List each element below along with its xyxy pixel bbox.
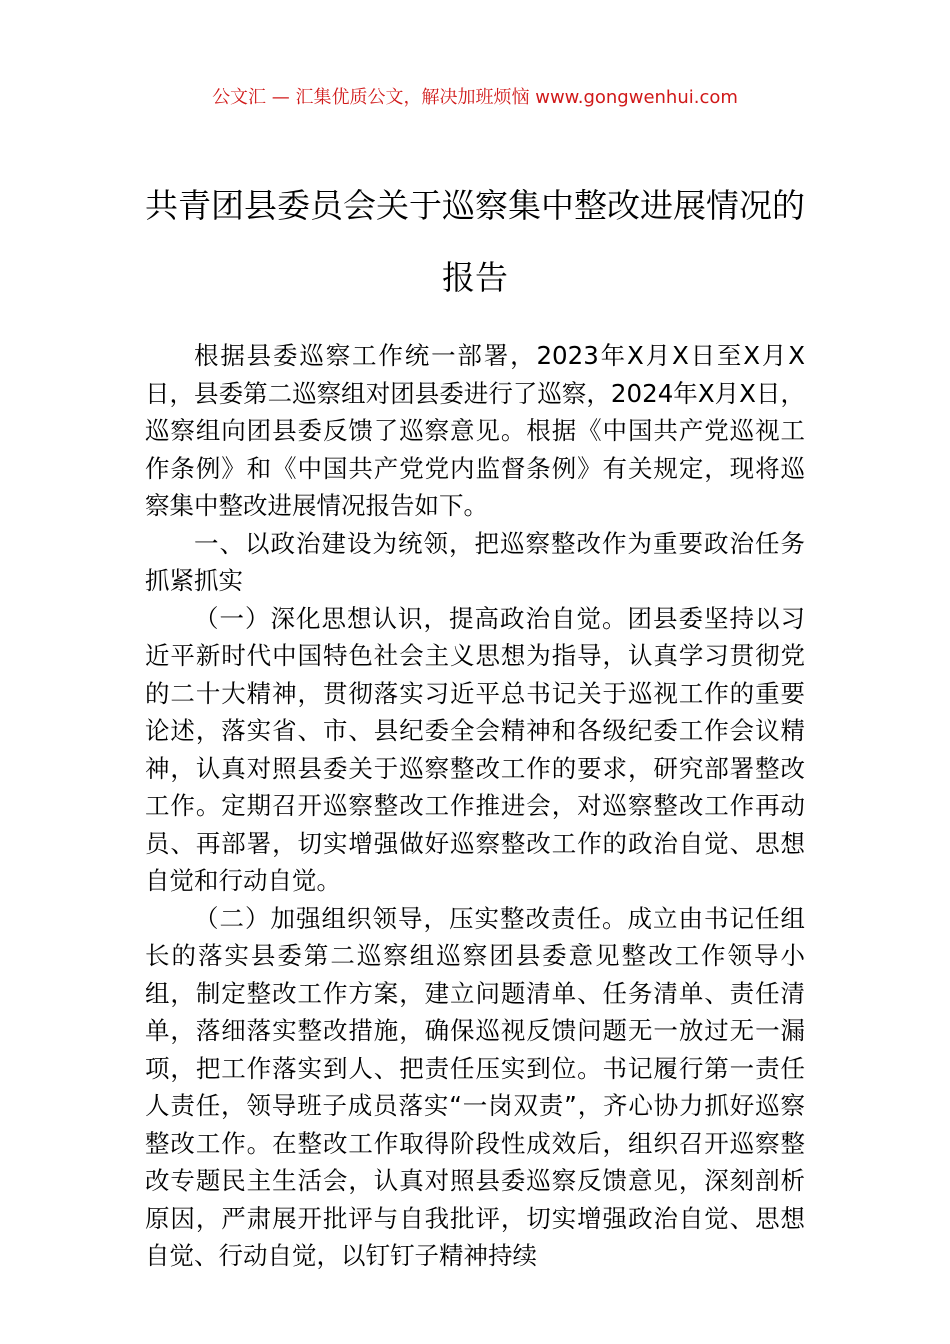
document-body (145, 337, 805, 1275)
paragraph-intro: 根据县委巡察工作统一部署，2023年X月X日至X月X日，县委第二巡察组对团县委进行了巡察，2024年X月X日，巡察组向团县委反馈了巡察意见。根据《中国共产党巡视工作条例》和《中国共产党党内监督条例》有关规定，现将巡察集中整改进展情况报告如下。 (145, 341, 805, 520)
section-heading-1: 一、以政治建设为统领，把巡察整改作为重要政治任务抓紧抓实 (145, 528, 805, 595)
paragraph-subsection-2: （二）加强组织领导，压实整改责任。成立由书记任组长的落实县委第二巡察组巡察团县委意见整改工作领导小组，制定整改工作方案，建立问题清单、任务清单、责任清单，落细落实整改措施，确保巡视反馈问题无一放过无一漏项，把工作落实到人、把责任压实到位。书记履行第一责任人责任，领导班子成员落实“一岗双责”，齐心协力抓好巡察整改工作。在整改工作取得阶段性成效后，组织召开巡察整改专题民主生活会，认真对照县委巡察反馈意见，深刻剖析原因，严肃展开批评与自我批评，切实增强政治自觉、思想自觉、行动自觉，以钉钉子精神持续 (145, 903, 805, 1270)
document-title: 共青团县委员会关于巡察集中整改进展情况的报告 (145, 186, 805, 297)
header-banner: 公文汇 — 汇集优质公文，解决加班烦恼 www.gongwenhui.com (212, 87, 738, 108)
paragraph-subsection-1: （一）深化思想认识，提高政治自觉。团县委坚持以习近平新时代中国特色社会主义思想为指导，认真学习贯彻党的二十大精神，贯彻落实习近平总书记关于巡视工作的重要论述，落实省、市、县纪委全会精神和各级纪委工作会议精神，认真对照县委关于巡察整改工作的要求，研究部署整改工作。定期召开巡察整改工作推进会，对巡察整改工作再动员、再部署，切实增强做好巡察整改工作的政治自觉、思想自觉和行动自觉。 (145, 603, 805, 895)
